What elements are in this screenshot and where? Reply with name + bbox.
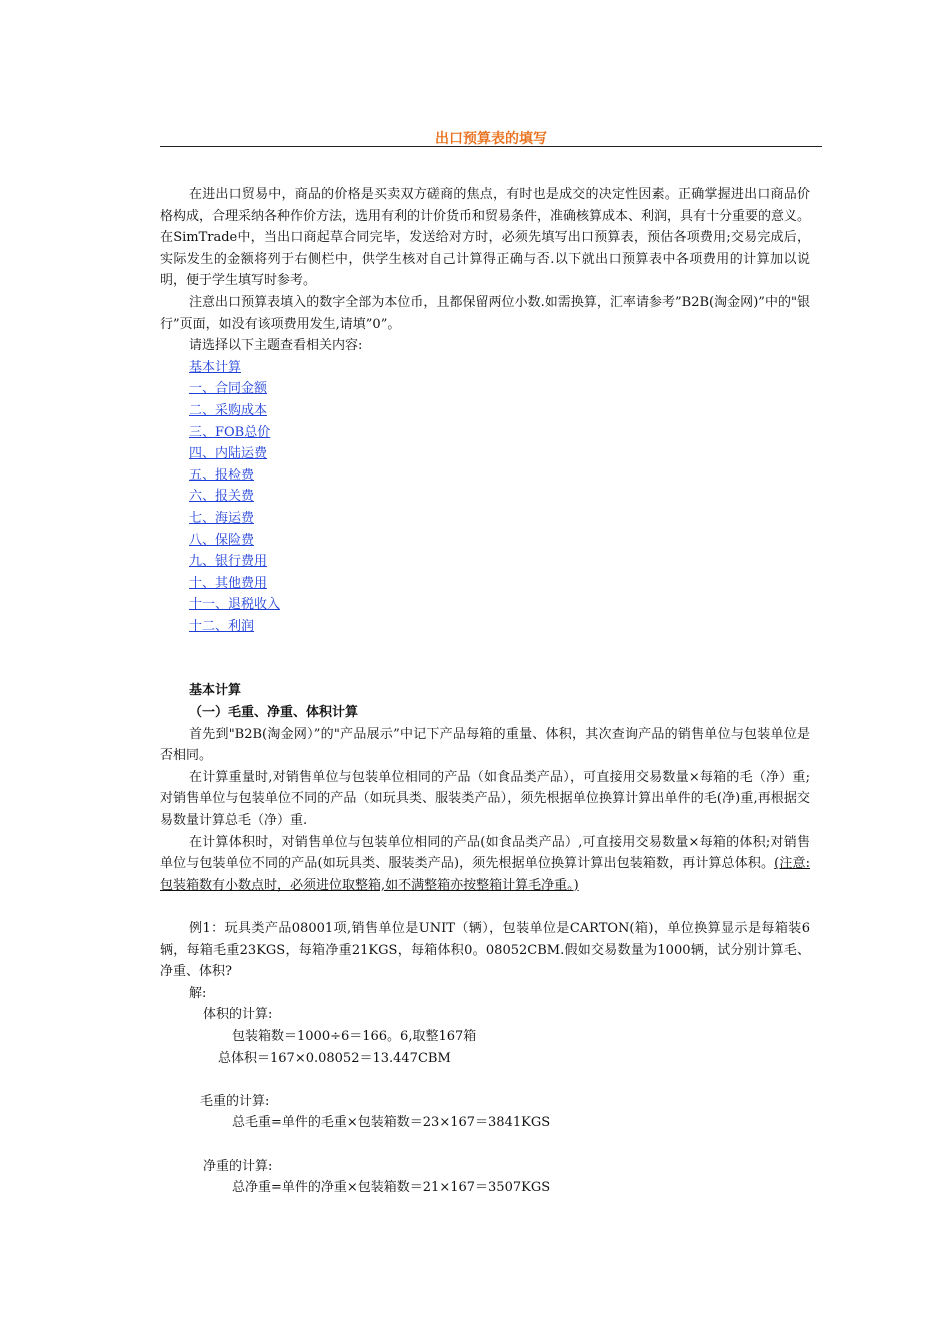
document-body (160, 184, 810, 1199)
subsection-title: （一）毛重、净重、体积计算 (189, 705, 359, 721)
title-divider (160, 146, 822, 147)
toc-link-inland-freight[interactable]: 四、内陆运费 (189, 446, 268, 462)
paragraph-volume: 在计算体积时，对销售单位与包装单位相同的产品(如食品类产品）,可直接用交易数量×每箱的体积;对销售单位与包装单位不同的产品(如玩具类、服装类产品)，须先根据单位换算计算出包装箱数，再计算总体积。(注意:包装箱数有小数点时，必须进位取整箱,如不满整箱亦按整箱计算毛净重。) (160, 834, 810, 893)
toc-link-insurance[interactable]: 八、保险费 (189, 532, 255, 548)
toc-link-inspection-fee[interactable]: 五、报检费 (189, 467, 255, 483)
rounding-note: (注意:包装箱数有小数点时，必须进位取整箱,如不满整箱亦按整箱计算毛净重。) (160, 856, 810, 893)
page-title: 出口预算表的填写 (435, 131, 547, 147)
toc-link-basic[interactable]: 基本计算 (189, 359, 242, 375)
gross-weight-line: 总毛重=单件的毛重×包装箱数＝23×167＝3841KGS (232, 1115, 551, 1131)
toc-link-bank-charges[interactable]: 九、银行费用 (189, 554, 268, 570)
intro-paragraph-2: 注意出口预算表填入的数字全部为本位币，且都保留两位小数.如需换算，汇率请参考”B2B(淘金网)”中的"银行”页面，如没有该项费用发生,请填”0”。 (160, 294, 810, 332)
toc-link-other-fees[interactable]: 十、其他费用 (189, 575, 268, 591)
toc-link-profit[interactable]: 十二、利润 (189, 618, 255, 634)
solution-label: 解: (189, 985, 207, 1001)
intro-paragraph-1: 在进出口贸易中，商品的价格是买卖双方磋商的焦点，有时也是成交的决定性因素。正确掌握进出口商品价格构成，合理采纳各种作价方法，选用有利的计价货币和贸易条件，准确核算成本、利润，具有十分重要的意义。在SimTrade中，当出口商起草合同完毕，发送给对方时，必须先填写出口预算表，预估各项费用;交易完成后，实际发生的金额将列于右侧栏中，供学生核对自己计算得正确与否.以下就出口预算表中各项费用的计算加以说明，便于学生填写时参考。 (160, 187, 811, 289)
net-weight-label: 净重的计算: (203, 1158, 273, 1174)
toc-link-tax-refund[interactable]: 十一、退税收入 (189, 597, 281, 613)
gross-weight-label: 毛重的计算: (200, 1093, 270, 1109)
volume-label: 体积的计算: (203, 1007, 273, 1023)
example-paragraph: 例1：玩具类产品08001项,销售单位是UNIT（辆），包装单位是CARTON(箱)，单位换算显示是每箱装6辆，每箱毛重23KGS，每箱净重21KGS，每箱体积0。08052CBM.假如交易数量为1000辆，试分别计算毛、净重、体积? (160, 921, 810, 980)
choose-prompt: 请选择以下主题查看相关内容: (189, 338, 363, 354)
toc-link-customs-fee[interactable]: 六、报关费 (189, 489, 255, 505)
section-title: 基本计算 (189, 683, 242, 699)
volume-line-2: 总体积＝167×0.08052＝13.447CBM (218, 1050, 451, 1066)
volume-line-1: 包装箱数＝1000÷6＝166。6,取整167箱 (232, 1028, 477, 1044)
toc-list (160, 357, 810, 638)
toc-link-fob-total[interactable]: 三、FOB总价 (189, 424, 271, 440)
net-weight-line: 总净重=单件的净重×包装箱数＝21×167＝3507KGS (232, 1180, 551, 1196)
paragraph-weight: 在计算重量时,对销售单位与包装单位相同的产品（如食品类产品），可直接用交易数量×每箱的毛（净）重;对销售单位与包装单位不同的产品（如玩具类、服装类产品），须先根据单位换算计算出单件的毛(净)重,再根据交易数量计算总毛（净）重. (160, 769, 810, 829)
toc-link-ocean-freight[interactable]: 七、海运费 (189, 510, 255, 526)
paragraph-check-units: 首先到"B2B(淘金网）”的"产品展示”中记下产品每箱的重量、体积，其次查询产品的销售单位与包装单位是否相同。 (160, 726, 810, 764)
toc-link-purchase-cost[interactable]: 二、采购成本 (189, 402, 268, 418)
toc-link-contract-amount[interactable]: 一、合同金额 (189, 381, 268, 397)
